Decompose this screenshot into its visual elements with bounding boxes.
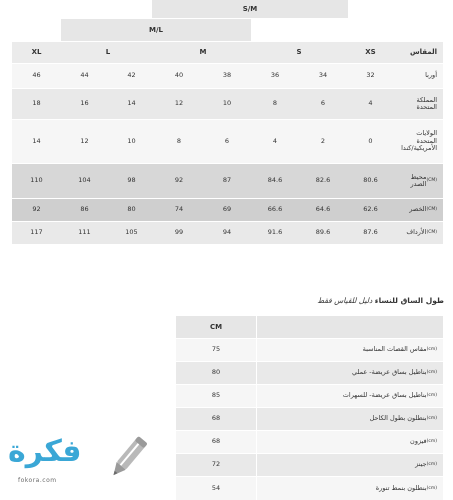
inseam-label-text: فيزون [410, 437, 427, 446]
cell: 6 [299, 89, 347, 119]
inseam-value: 72 [176, 454, 256, 476]
cell: 12 [155, 89, 203, 119]
inseam-value: 54 [176, 477, 256, 500]
row-label [394, 222, 443, 244]
inseam-label [257, 477, 443, 500]
cell: 42 [108, 64, 155, 88]
inseam-subtitle: دليل للقياس فقط [317, 296, 373, 305]
cell: 18 [12, 89, 61, 119]
group-header-sm: S/M [152, 0, 348, 18]
unit-label: (cm) [426, 462, 437, 468]
header-size-label: المقاس [394, 42, 443, 63]
inseam-label-text: جينز [415, 460, 427, 469]
unit-label: (CM) [426, 178, 437, 184]
cell: 87 [203, 164, 251, 198]
cell: 10 [203, 89, 251, 119]
row-label: الولايات المتحدة الأمريكية/كندا [394, 120, 443, 163]
cell: 44 [61, 64, 108, 88]
inseam-label [257, 454, 443, 476]
cell: 4 [347, 89, 394, 119]
cell: 34 [299, 64, 347, 88]
cell: 16 [61, 89, 108, 119]
cell: 6 [203, 120, 251, 163]
inseam-header-cm: CM [176, 316, 256, 338]
cell: 62.6 [347, 199, 394, 221]
cell: 89.6 [299, 222, 347, 244]
unit-label: (cm) [426, 370, 437, 376]
cell: 32 [347, 64, 394, 88]
cell: 40 [155, 64, 203, 88]
cell: 4 [251, 120, 299, 163]
cell: 82.6 [299, 164, 347, 198]
row-label-text: محيط الصدر [410, 172, 427, 188]
cell: 84.6 [251, 164, 299, 198]
row-label [394, 199, 443, 221]
cell: 105 [108, 222, 155, 244]
cell: 69 [203, 199, 251, 221]
cell: 80 [108, 199, 155, 221]
unit-label: (cm) [426, 393, 437, 399]
cell: 91.6 [251, 222, 299, 244]
cell: 74 [155, 199, 203, 221]
cell: 8 [251, 89, 299, 119]
cell: 10 [108, 120, 155, 163]
row-label-text: الخصر [409, 205, 427, 214]
fokora-logo [4, 434, 154, 492]
logo-domain-text: fokora.com [18, 477, 57, 484]
cell: 92 [12, 199, 61, 221]
cell: 14 [12, 120, 61, 163]
inseam-label-text: بنطلون بنمط تنورة [375, 483, 427, 492]
inseam-value: 68 [176, 408, 256, 430]
cell: 80.6 [347, 164, 394, 198]
inseam-intro [317, 296, 444, 305]
header-l: L [61, 42, 155, 63]
unit-label: (cm) [426, 347, 437, 353]
inseam-label [257, 362, 443, 384]
inseam-label [257, 385, 443, 407]
inseam-label [257, 408, 443, 430]
cell: 117 [12, 222, 61, 244]
cell: 0 [347, 120, 394, 163]
unit-label: (cm) [426, 416, 437, 422]
cell: 99 [155, 222, 203, 244]
cell: 12 [61, 120, 108, 163]
cell: 94 [203, 222, 251, 244]
unit-label: (CM) [426, 230, 437, 236]
header-m: M [155, 42, 251, 63]
inseam-value: 85 [176, 385, 256, 407]
cell: 46 [12, 64, 61, 88]
header-xl: XL [12, 42, 61, 63]
row-label: أوربا [394, 64, 443, 88]
unit-label: (CM) [426, 207, 437, 213]
inseam-value: 80 [176, 362, 256, 384]
inseam-label [257, 339, 443, 361]
cell: 66.6 [251, 199, 299, 221]
inseam-label-text: مقاس القصات المناسبة [362, 345, 427, 354]
cell: 86 [61, 199, 108, 221]
unit-label: (cm) [426, 439, 437, 445]
cell: 64.6 [299, 199, 347, 221]
row-label: المملكة المتحدة [394, 89, 443, 119]
unit-label: (cm) [426, 485, 437, 491]
inseam-label [257, 431, 443, 453]
cell: 92 [155, 164, 203, 198]
pencil-icon [104, 434, 150, 484]
row-label [394, 164, 443, 198]
inseam-header-blank [257, 316, 443, 338]
inseam-value: 75 [176, 339, 256, 361]
cell: 14 [108, 89, 155, 119]
row-label-text: الأرداف [406, 228, 427, 237]
cell: 104 [61, 164, 108, 198]
cell: 98 [108, 164, 155, 198]
cell: 8 [155, 120, 203, 163]
logo-arabic-text: فكرة [8, 434, 82, 469]
inseam-label-text: بنطلون بطول الكاحل [369, 414, 427, 423]
cell: 2 [299, 120, 347, 163]
header-s: S [251, 42, 347, 63]
cell: 110 [12, 164, 61, 198]
inseam-value: 68 [176, 431, 256, 453]
inseam-title: طول الساق للنساء [374, 296, 444, 305]
cell: 36 [251, 64, 299, 88]
cell: 87.6 [347, 222, 394, 244]
cell: 38 [203, 64, 251, 88]
inseam-label-text: بناطيل بساق عريضة- للسهرات [342, 391, 427, 400]
header-xs: XS [347, 42, 394, 63]
inseam-label-text: بناطيل بساق عريضة- عملي [352, 368, 427, 377]
group-header-ml: M/L [61, 19, 251, 41]
cell: 111 [61, 222, 108, 244]
